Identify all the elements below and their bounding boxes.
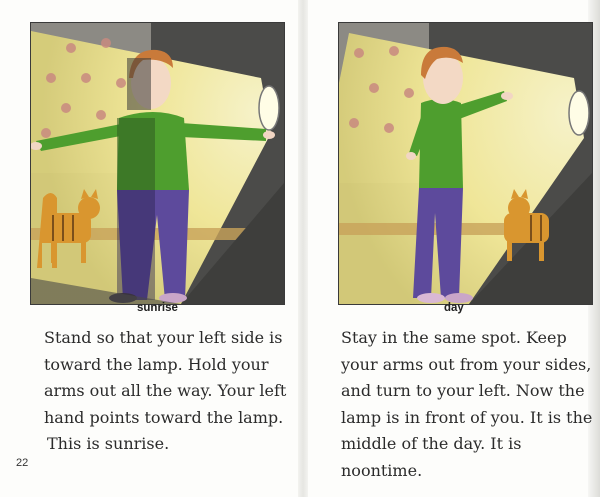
- right-page-text: [341, 325, 592, 484]
- sunrise-caption: sunrise: [137, 302, 178, 314]
- text-line: Stand so that your left side is: [44, 328, 283, 347]
- left-page-text: [44, 325, 286, 458]
- text-line: hand points toward the lamp.: [44, 407, 284, 427]
- text-line: middle of the day. It is: [341, 434, 522, 453]
- day-illustration: [338, 22, 593, 305]
- day-caption: day: [444, 302, 464, 314]
- text-line: Stay in the same spot. Keep: [341, 328, 567, 347]
- text-line: your arms out from your sides,: [341, 354, 592, 374]
- text-line: and turn to your left. Now the: [341, 381, 585, 400]
- text-line: toward the lamp. Hold your: [44, 354, 269, 374]
- text-line: lamp is in front of you. It is the: [341, 407, 593, 427]
- text-line: arms out all the way. Your left: [44, 381, 287, 400]
- text-line: This is sunrise.: [47, 434, 170, 453]
- book-gutter: [298, 0, 308, 497]
- sunrise-illustration: [30, 22, 285, 305]
- page-number: 22: [16, 457, 29, 469]
- text-line: noontime.: [341, 460, 423, 480]
